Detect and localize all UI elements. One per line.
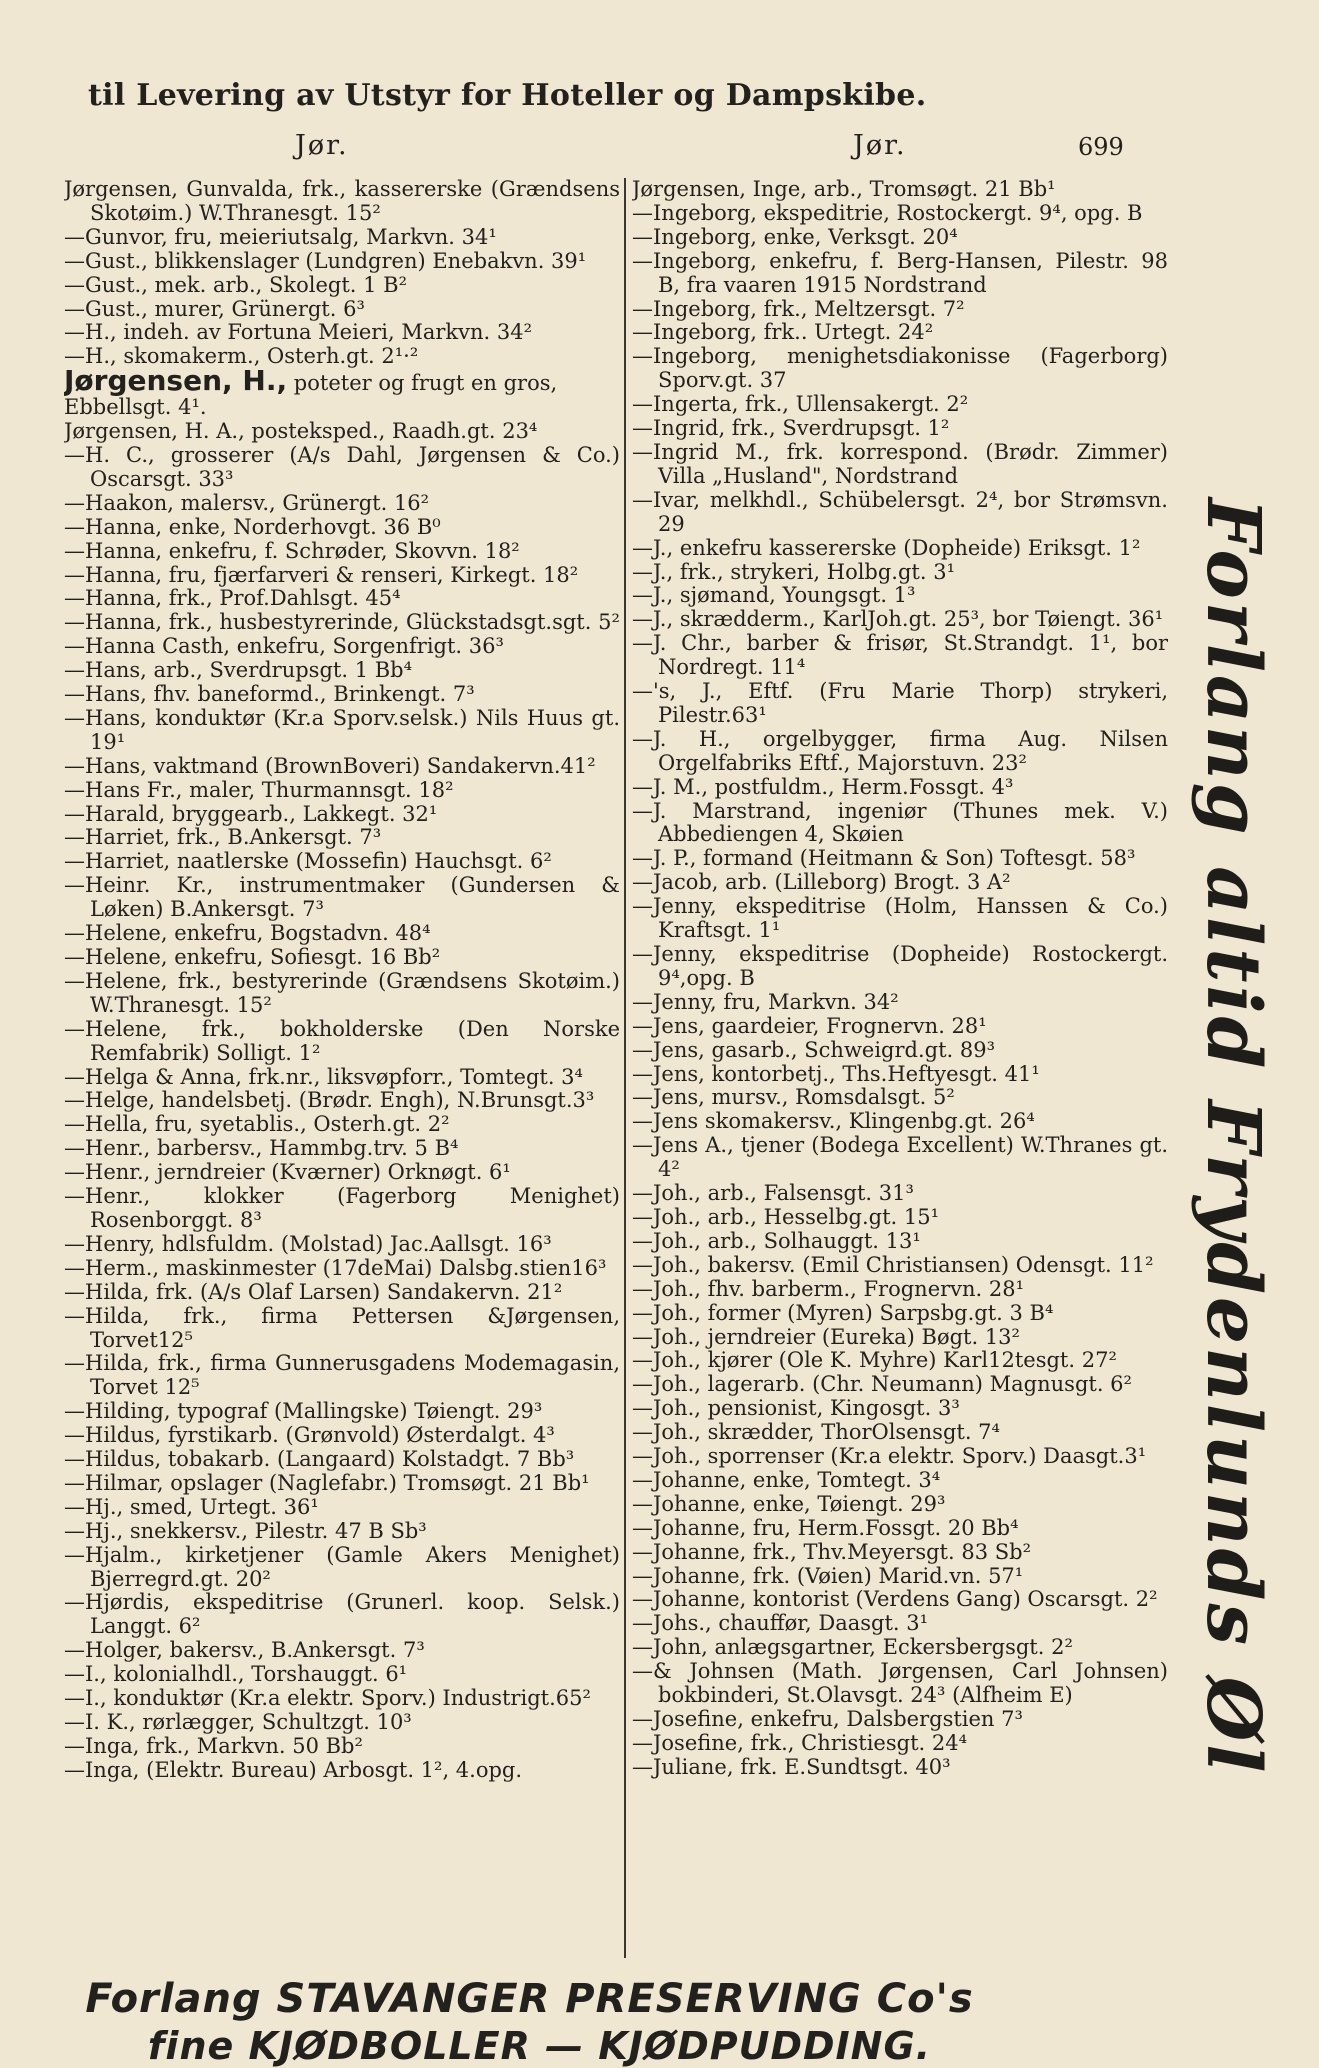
directory-entry: —John, anlægsgartner, Eckersbergsgt. 2² [632,1636,1073,1660]
directory-entry: —J. P., formand (Heitmann & Son) Toftesgt. 58³ [632,847,1136,871]
directory-entry: —'s, J., Eftf. (Fru Marie Thorp) strykeri, Pilestr.63¹ [632,680,1168,727]
directory-entry: Jørgensen, H. A., posteksped., Raadh.gt. 23⁴ [64,420,538,444]
directory-entry: —Ingrid M., frk. korrespond. (Brødr. Zimmer) Villa „Husland", Nordstrand [632,440,1168,488]
directory-entry: —Hans, konduktør (Kr.a Sporv.selsk.) Nils Huus gt. 19¹ [64,706,620,754]
directory-entry: —Hj., smed, Urtegt. 36¹ [64,1495,319,1519]
directory-entry: —I., konduktør (Kr.a elektr. Sporv.) Industrigt.65² [64,1687,591,1711]
directory-entry: —Jens, gaardeier, Frognervn. 28¹ [632,1014,987,1038]
directory-entry: —Henr., jerndreier (Kværner) Orknøgt. 6¹ [64,1161,511,1185]
directory-entry: —J. Marstrand, ingeniør (Thunes mek. V.) Abbediengen 4, Skøien [632,799,1168,847]
directory-entry: —Hjørdis, ekspeditrise (Grunerl. koop. Selsk.) Langgt. 6² [64,1591,620,1639]
directory-entry: —Hanna, frk., Prof.Dahlsgt. 45⁴ [64,587,401,611]
directory-entry: —Inga, (Elektr. Bureau) Arbosgt. 1², 4.opg. [64,1758,523,1782]
directory-entry: —Herm., maskinmester (17deMai) Dalsbg.stien16³ [64,1256,607,1280]
directory-entry: —Hanna, enkefru, f. Schrøder, Skovvn. 18² [64,539,520,563]
directory-entry: —Hanna, fru, fjærfarveri & renseri, Kirkegt. 18² [64,563,579,587]
directory-entry: —Ivar, melkhdl., Schübelersgt. 2⁴, bor Strømsvn. 29 [632,488,1168,536]
directory-entry: —Joh., pensionist, Kingosgt. 3³ [632,1397,960,1421]
directory-entry: —Hilding, typograf (Mallingske) Tøiengt. 29³ [64,1400,543,1424]
directory-entry: —Harriet, naatlerske (Mossefin) Hauchsgt. 6² [64,850,552,874]
right-column-heading: Jør. [853,130,907,161]
directory-entry: —Ingrid, frk., Sverdrupsgt. 1² [632,417,950,441]
directory-entry: —Hanna Casth, enkefru, Sorgenfrigt. 36³ [64,635,504,659]
directory-entry: —& Johnsen (Math. Jørgensen, Carl Johnsen) bokbinderi, St.Olavsgt. 24³ (Alfheim E) [632,1660,1168,1708]
directory-entry: —Johanne, enke, Tomtegt. 3⁴ [632,1468,941,1492]
directory-entry: —Hella, fru, syetablis., Osterh.gt. 2² [64,1113,450,1137]
directory-entry: —Helene, enkefru, Sofiesgt. 16 Bb² [64,946,441,969]
directory-entry: —J., sjømand, Youngsgt. 1³ [632,584,916,608]
directory-entry: —J., frk., strykeri, Holbg.gt. 3¹ [632,560,955,584]
directory-entry: —J., skrædderm., KarlJoh.gt. 25³, bor Tøiengt. 36¹ [632,608,1164,632]
bold-entry-name: Jørgensen, H., [64,369,288,397]
directory-entry: —Johanne, frk. (Vøien) Marid.vn. 57¹ [632,1564,1024,1588]
directory-entry: —Juliane, frk. E.Sundtsgt. 40³ [632,1755,951,1779]
directory-entry: —Joh., arb., Hesselbg.gt. 15¹ [632,1205,940,1229]
directory-entry: —Ingeborg, ekspeditrie, Rostockergt. 9⁴, opg. B [632,201,1143,225]
directory-entry: —Joh., sporrenser (Kr.a elektr. Sporv.) Daasgt.3¹ [632,1445,1147,1469]
directory-entry: —Helga & Anna, frk.nr., liksvøpforr., Tomtegt. 3⁴ [64,1065,583,1089]
directory-entry: —Jenny, ekspeditrise (Holm, Hanssen & Co.) Kraftsgt. 1¹ [632,895,1168,943]
bottom-advertisement-line1: Forlang STAVANGER PRESERVING Co's [85,1976,974,2022]
column-divider [624,178,626,1958]
directory-entry: —Hans Fr., maler, Thurmannsgt. 18² [64,778,454,802]
left-column [64,178,620,1783]
bottom-advertisement-line2: fine KJØDBOLLER — KJØDPUDDING. [147,2024,932,2068]
page-number: 699 [1078,133,1124,161]
directory-entry: —Jenny, fru, Markvn. 34² [632,990,899,1014]
directory-entry: —Johanne, kontorist (Verdens Gang) Oscarsgt. 2² [632,1588,1158,1612]
directory-entry: —Hanna, frk., husbestyrerinde, Glückstadsgt.sgt. 5² [64,611,620,635]
directory-entry: —J., enkefru kassererske (Dopheide) Eriksgt. 1² [632,536,1141,560]
directory-entry: —Heinr. Kr., instrumentmaker (Gundersen & Løken) B.Ankersgt. 7³ [64,874,620,922]
directory-entry: —Hans, fhv. baneformd., Brinkengt. 7³ [64,683,475,707]
directory-entry: —Hilda, frk., firma Gunnerusgadens Modemagasin, Torvet 12⁵ [64,1352,620,1400]
bold-entry-text: poteter og frugt en gros, [287,371,558,396]
directory-entry: —Gust., murer, Grünergt. 6³ [64,297,365,321]
side-advertisement: Forlang altid Frydenlunds Øl [1190,498,1276,1776]
directory-entry: —Helene, frk., bokholderske (Den Norske Remfabrik) Solligt. 1² [64,1017,620,1065]
directory-entry: —Inga, frk., Markvn. 50 Bb² [64,1734,363,1758]
directory-entry-bold [64,369,620,396]
directory-entry: —Joh., skrædder, ThorOlsensgt. 7⁴ [632,1421,1000,1445]
directory-entry: —Hans, vaktmand (BrownBoveri) Sandakervn.41² [64,754,596,778]
directory-entry: —Harriet, frk., B.Ankersgt. 7³ [64,826,382,850]
directory-entry: —Helge, handelsbetj. (Brødr. Engh), N.Brunsgt.3³ [64,1089,595,1113]
directory-entry: —Joh., jerndreier (Eureka) Bøgt. 13² [632,1325,1020,1349]
directory-entry: —Gust., mek. arb., Skolegt. 1 B² [64,273,408,297]
directory-entry: —H. C., grosserer (A/s Dahl, Jørgensen & Co.) Oscarsgt. 33³ [64,443,620,491]
directory-entry: —Joh., arb., Solhauggt. 13¹ [632,1229,921,1253]
directory-entry: —Hans, arb., Sverdrupsgt. 1 Bb⁴ [64,659,413,683]
directory-entry: —Ingeborg, menighetsdiakonisse (Fagerborg) Sporv.gt. 37 [632,345,1168,393]
directory-entry: —J. H., orgelbygger, firma Aug. Nilsen Orgelfabriks Eftf., Majorstuvn. 23² [632,727,1168,775]
right-column [632,178,1168,1780]
directory-entry: —J. Chr., barber & frisør, St.Strandgt. 1¹, bor Nordregt. 11⁴ [632,632,1168,680]
directory-entry: —Hildus, fyrstikarb. (Grønvold) Østerdalgt. 4³ [64,1424,555,1448]
directory-entry: —Jens skomakersv., Klingenbg.gt. 26⁴ [632,1110,1035,1134]
directory-entry: —Joh., former (Myren) Sarpsbg.gt. 3 B⁴ [632,1301,1054,1325]
directory-entry: —Jacob, arb. (Lilleborg) Brogt. 3 A² [632,871,1011,895]
directory-entry: —Jens, gasarb., Schweigrd.gt. 89³ [632,1038,996,1062]
directory-entry: —Henry, hdlsfuldm. (Molstad) Jac.Aallsgt. 16³ [64,1232,552,1256]
directory-entry: —Hilda, frk., firma Pettersen &Jørgensen, Torvet12⁵ [64,1304,620,1352]
directory-entry: —Haakon, malersv., Grünergt. 16² [64,491,430,515]
directory-entry: —Ingerta, frk., Ullensakergt. 2² [632,393,969,417]
directory-entry: —I. K., rørlægger, Schultzgt. 10³ [64,1711,412,1734]
directory-entry: —Joh., lagerarb. (Chr. Neumann) Magnusgt. 6² [632,1373,1132,1397]
directory-entry: —Johanne, fru, Herm.Fossgt. 20 Bb⁴ [632,1516,1019,1540]
directory-entry: —Joh., bakersv. (Emil Christiansen) Odensgt. 11² [632,1253,1154,1277]
directory-entry: Jørgensen, Gunvalda, frk., kassererske (Grændsens Skotøim.) W.Thranesgt. 15² [64,178,620,225]
directory-entry: —J. M., postfuldm., Herm.Fossgt. 4³ [632,775,1014,799]
directory-entry: —Jens, kontorbetj., Ths.Heftyesgt. 41¹ [632,1062,1040,1086]
directory-entry: —Joh., arb., Falsensgt. 31³ [632,1182,914,1206]
directory-entry: —Josefine, frk., Christiesgt. 24⁴ [632,1731,967,1755]
directory-entry: —Johs., chauffør, Daasgt. 3¹ [632,1612,929,1636]
directory-entry: —Johanne, frk., Thv.Meyersgt. 83 Sb² [632,1540,1031,1564]
directory-entry: —Johanne, enke, Tøiengt. 29³ [632,1492,946,1516]
directory-entry: —Hanna, enke, Norderhovgt. 36 B⁰ [64,515,441,539]
directory-entry: —Joh., fhv. barberm., Frognervn. 28¹ [632,1277,1025,1301]
directory-entry: —Hilmar, opslager (Naglefabr.) Tromsøgt. 21 Bb¹ [64,1471,590,1495]
directory-entry: —Joh., kjører (Ole K. Myhre) Karl12tesgt. 27² [632,1349,1117,1373]
directory-entry: —Jenny, ekspeditrise (Dopheide) Rostockergt. 9⁴,opg. B [632,943,1168,990]
directory-entry: —Hildus, tobakarb. (Langaard) Kolstadgt. 7 Bb³ [64,1448,575,1472]
directory-entry: —Jens A., tjener (Bodega Excellent) W.Thranes gt. 4² [632,1134,1168,1182]
directory-entry: —Henr., barbersv., Hammbg.trv. 5 B⁴ [64,1137,459,1161]
directory-entry: —Gunvor, fru, meieriutsalg, Markvn. 34¹ [64,225,497,249]
directory-entry: —H., indeh. av Fortuna Meieri, Markvn. 34² [64,321,533,345]
directory-entry: —Ingeborg, frk., Meltzersgt. 7² [632,297,965,321]
directory-entry: —Ingeborg, frk.. Urtegt. 24² [632,321,934,345]
directory-entry: —Jens, mursv., Romsdalsgt. 5² [632,1086,955,1110]
directory-entry: —Holger, bakersv., B.Ankersgt. 7³ [64,1639,425,1663]
directory-entry: —Hj., snekkersv., Pilestr. 47 B Sb³ [64,1519,427,1543]
directory-entry: —Hjalm., kirketjener (Gamle Akers Menighet) Bjerregrd.gt. 20² [64,1543,620,1591]
directory-entry: —H., skomakerm., Osterh.gt. 2¹·² [64,345,419,369]
directory-entry: —Ingeborg, enkefru, f. Berg-Hansen, Pilestr. 98 B, fra vaaren 1915 Nordstrand [632,249,1168,297]
left-column-heading: Jør. [295,130,349,161]
directory-entry: —Helene, enkefru, Bogstadvn. 48⁴ [64,922,431,946]
directory-entry: —Henr., klokker (Fagerborg Menighet) Rosenborggt. 8³ [64,1185,620,1232]
directory-entry: —Helene, frk., bestyrerinde (Grændsens Skotøim.) W.Thranesgt. 15² [64,969,620,1017]
directory-entry: —Harald, bryggearb., Lakkegt. 32¹ [64,802,438,826]
directory-entry: —Ingeborg, enke, Verksgt. 20⁴ [632,225,958,249]
directory-entry: —Gust., blikkenslager (Lundgren) Enebakvn. 39¹ [64,249,587,273]
directory-entry: Ebbellsgt. 4¹. [64,396,207,420]
directory-entry: —I., kolonialhdl., Torshauggt. 6¹ [64,1663,408,1687]
top-banner: til Levering av Utstyr for Hoteller og Dampskibe. [88,78,927,113]
directory-entry: —Hilda, frk. (A/s Olaf Larsen) Sandakervn. 21² [64,1280,563,1304]
directory-entry: —Josefine, enkefru, Dalsbergstien 7³ [632,1708,1023,1731]
directory-entry: Jørgensen, Inge, arb., Tromsøgt. 21 Bb¹ [632,178,1056,201]
